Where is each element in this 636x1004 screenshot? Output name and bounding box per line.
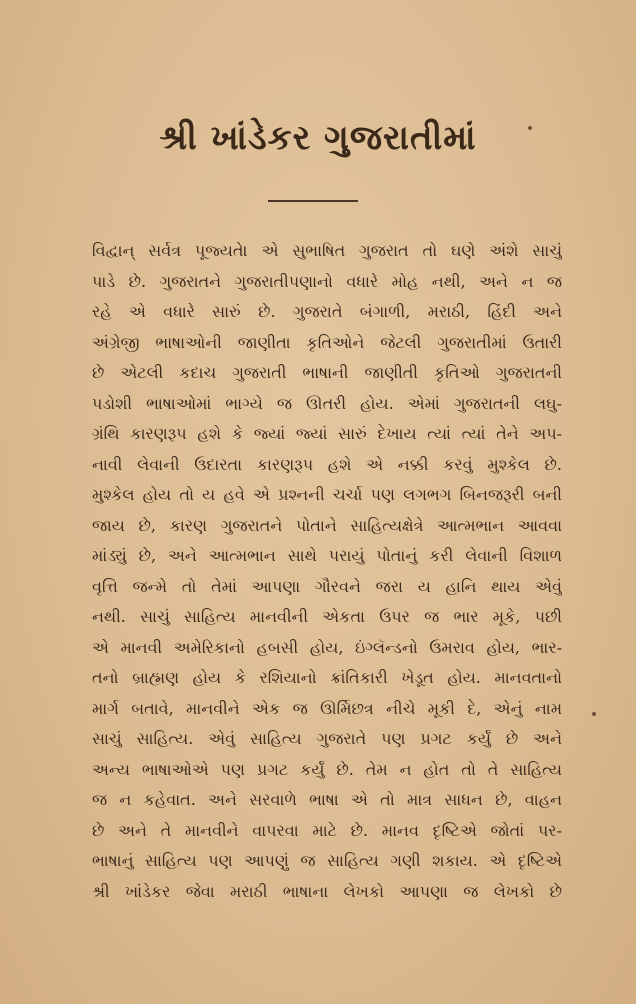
text-line: મુશ્કેલ હોય તો ય હવે એ પ્રશ્નની ચર્ચા પણ લગભગ બિનજરૂરી બની [92, 485, 562, 504]
text-line: ગ્રંથિ કારણરૂપ હશે કે જ્યાં જ્યાં સારું દેખાય ત્યાં ત્યાં તેને અપ- [92, 424, 562, 443]
chapter-title: શ્રી ખાંડેકર ગુજરાતીમાં [159, 118, 477, 158]
text-line: છે એટલી કદાચ ગુજરાતી ભાષાની જાણીતી કૃતિઓ ગુજરાતની [92, 363, 562, 382]
text-line: રહે એ વધારે સારું છે. ગુજરાતે બંગાળી, મરાઠી, હિંદી અને [92, 302, 562, 321]
text-line: શ્રી ખાંડેકર જેવા મરાઠી ભાષાના લેખકો આપણા જ લેખકો છે [92, 881, 562, 901]
paper-speck [592, 712, 596, 716]
text-line: છે અને તે માનવીને વાપરવા માટે છે. માનવ દૃષ્ટિએ જોતાં પર- [92, 820, 562, 840]
text-line: તનો બ્રાહ્મણ હોય કે રશિયાનો ક્રાંતિકારી ખેડૂત હોય. માનવતાનો [92, 668, 562, 687]
title-divider [268, 200, 358, 202]
text-line: અંગ્રેજી ભાષાઓની જાણીતા કૃતિઓને જેટલી ગુજરાતીમાં ઉતારી [92, 332, 562, 352]
body-paragraph [92, 236, 562, 907]
text-line: એ માનવી અમેરિકાનો હબસી હોય, ઇંગ્લૅન્ડનો ઉમરાવ હોય, ભાર- [92, 637, 562, 657]
text-line: અન્ય ભાષાઓએ પણ પ્રગટ કર્યું છે. તેમ ન હોત તો તે સાહિત્ય [92, 759, 562, 779]
text-line: ભાષાનું સાહિત્ય પણ આપણું જ સાહિત્ય ગણી શકાય. એ દૃષ્ટિએ [92, 851, 562, 870]
text-line: જ ન કહેવાત. અને સરવાળે ભાષા એ તો માત્ર સાધન છે, વાહન [92, 790, 562, 809]
text-line: પાડે છે. ગુજરાતને ગુજરાતીપણાનો વધારે મોહ નથી, અને ન જ [92, 271, 562, 291]
text-line: સાચું સાહિત્ય. એવું સાહિત્ય ગુજરાતે પણ પ્રગટ કર્યું છે અને [92, 729, 562, 748]
text-line: વિદ્વાન્ સર્વત્ર પૂજ્યતે। એ સુભાષિત ગુજરાત તો ઘણે અંશે સાચું [92, 241, 562, 260]
text-line: જાય છે, કારણ ગુજરાતને પોતાને સાહિત્યક્ષેત્રે આત્મભાન આવવા [92, 515, 562, 535]
text-line: નથી. સાચું સાહિત્ય માનવીની એકતા ઉપર જ ભાર મૂકે, પછી [92, 607, 562, 626]
text-line: માંડ્યું છે, અને આત્મભાન સાથે પરાયું પોતાનું કરી લેવાની વિશાળ [92, 546, 562, 565]
text-line: નાવી લેવાની ઉદારતા કારણરૂપ હશે એ નક્કી કરવું મુશ્કેલ છે. [92, 454, 562, 474]
paper-speck [528, 126, 532, 130]
text-line: માર્ગ બતાવે, માનવીને એક જ ઊર્મિછત્ર નીચે મૂકી દે, એનું નામ [92, 698, 562, 718]
text-line: વૃત્તિ જન્મે તો તેમાં આપણા ગૌરવને જરા ય હાનિ થાય એવું [92, 576, 562, 596]
text-line: પડોશી ભાષાઓમાં ભાગ્યે જ ઊતરી હોય. એમાં ગુજરાતની લઘુ- [92, 393, 562, 413]
